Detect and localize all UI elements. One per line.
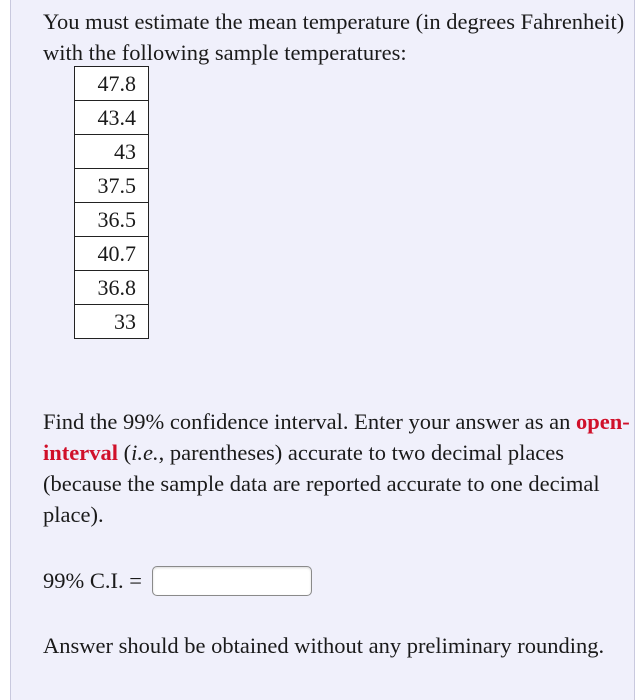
- instructions-text: Find the 99% confidence interval. Enter your answer as an: [43, 409, 576, 434]
- temperature-cell: 43.4: [75, 101, 149, 135]
- table-row: [75, 101, 149, 135]
- instructions-text: (: [117, 440, 132, 465]
- table-row: [75, 237, 149, 271]
- temperature-cell: 37.5: [75, 169, 149, 203]
- table-row: [75, 305, 149, 339]
- temperature-cell: 40.7: [75, 237, 149, 271]
- instructions-italic: i.e.: [131, 440, 159, 465]
- temperature-cell: 33: [75, 305, 149, 339]
- table-row: [75, 67, 149, 101]
- temperature-table: [74, 66, 149, 339]
- table-row: [75, 135, 149, 169]
- table-row: [75, 271, 149, 305]
- table-row: [75, 203, 149, 237]
- question-panel: [10, 0, 635, 700]
- question-instructions: [43, 406, 633, 530]
- temperature-cell: 47.8: [75, 67, 149, 101]
- temperature-cell: 36.5: [75, 203, 149, 237]
- open-interval-highlight: open-interval: [43, 409, 630, 465]
- temperature-cell: 43: [75, 135, 149, 169]
- instructions-text: , parentheses) accurate to two decimal places (because the sample data are reported accurate to one decimal place).: [43, 440, 600, 527]
- ci-answer-row: [43, 564, 312, 598]
- question-intro: You must estimate the mean temperature (in degrees Fahrenheit) with the following sample temperatures:: [43, 9, 625, 65]
- ci-label: 99% C.I. =: [43, 568, 142, 593]
- rounding-note: Answer should be obtained without any preliminary rounding.: [43, 633, 605, 658]
- temperature-cell: 36.8: [75, 271, 149, 305]
- ci-answer-input[interactable]: [152, 566, 312, 596]
- table-row: [75, 169, 149, 203]
